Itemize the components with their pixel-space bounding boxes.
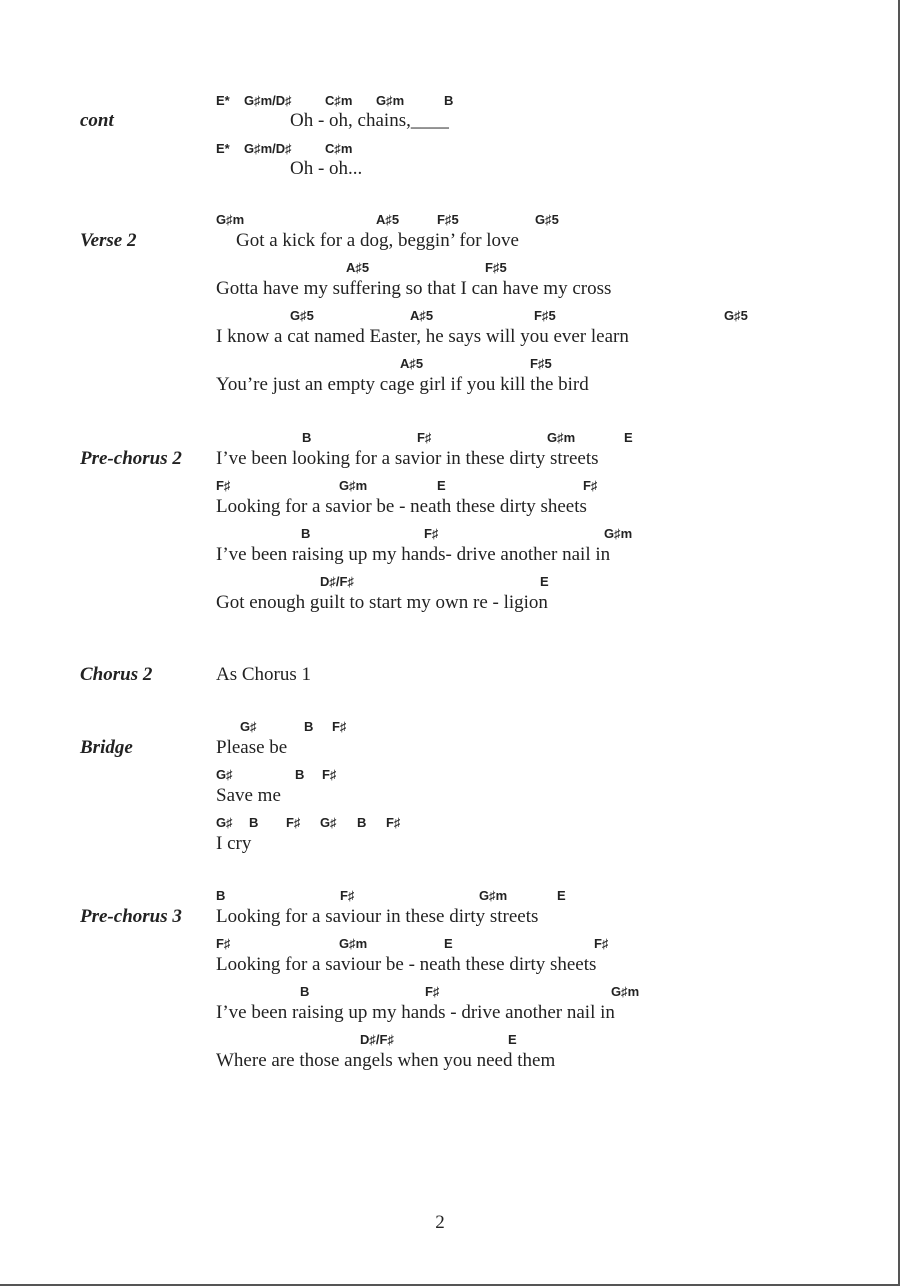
chord: G♯m bbox=[216, 212, 245, 227]
section-label-cont: cont bbox=[80, 110, 114, 131]
chord: F♯5 bbox=[485, 260, 507, 275]
chord: G♯m bbox=[479, 888, 508, 903]
chord: F♯ bbox=[286, 815, 301, 830]
chord: F♯ bbox=[583, 478, 598, 493]
chord: G♯m bbox=[611, 984, 640, 999]
chord: E* bbox=[216, 93, 230, 108]
chord: B bbox=[302, 430, 312, 445]
chord: F♯5 bbox=[437, 212, 459, 227]
chord: C♯m bbox=[325, 93, 353, 108]
lyric-line: Looking for a saviour in these dirty streets bbox=[216, 906, 539, 927]
chord: E* bbox=[216, 141, 230, 156]
chord: B bbox=[301, 526, 311, 541]
chord: B bbox=[295, 767, 305, 782]
chord: F♯5 bbox=[530, 356, 552, 371]
lyric-line: Where are those angels when you need them bbox=[216, 1050, 556, 1071]
chord: G♯5 bbox=[535, 212, 559, 227]
chord: G♯m bbox=[339, 936, 368, 951]
chord: B bbox=[249, 815, 259, 830]
chord: F♯ bbox=[386, 815, 401, 830]
chord: A♯5 bbox=[410, 308, 434, 323]
lyric-line: You’re just an empty cage girl if you kill the bird bbox=[216, 374, 589, 395]
section-label-bridge: Bridge bbox=[80, 737, 133, 758]
lyric-line: Oh - oh... bbox=[290, 158, 363, 179]
chord: E bbox=[624, 430, 633, 445]
lyric-line: Looking for a savior be - neath these dirty sheets bbox=[216, 496, 587, 517]
lyric-line: I cry bbox=[216, 833, 252, 854]
chord: F♯ bbox=[340, 888, 355, 903]
chord: G♯m/D♯ bbox=[244, 141, 292, 156]
lyric-line: I’ve been raising up my hands - drive another nail in bbox=[216, 1002, 615, 1023]
section-label-pre-chorus-3: Pre-chorus 3 bbox=[80, 906, 182, 927]
section-label-verse-2: Verse 2 bbox=[80, 230, 137, 251]
lyric-line: Looking for a saviour be - neath these dirty sheets bbox=[216, 954, 597, 975]
lyric-line: Gotta have my suffering so that I can have my cross bbox=[216, 278, 612, 299]
chord: B bbox=[300, 984, 310, 999]
chord: G♯m bbox=[376, 93, 405, 108]
chord: G♯m bbox=[604, 526, 633, 541]
section-label-chorus-2: Chorus 2 bbox=[80, 664, 153, 685]
chord: F♯5 bbox=[534, 308, 556, 323]
chord: B bbox=[357, 815, 367, 830]
chord: G♯m bbox=[547, 430, 576, 445]
chord: C♯m bbox=[325, 141, 353, 156]
chord: B bbox=[304, 719, 314, 734]
page-number: 2 bbox=[435, 1212, 445, 1233]
chord: G♯5 bbox=[724, 308, 748, 323]
chord: D♯/F♯ bbox=[360, 1032, 394, 1047]
chord: F♯ bbox=[417, 430, 432, 445]
chord: B bbox=[444, 93, 454, 108]
chord: D♯/F♯ bbox=[320, 574, 354, 589]
chord: E bbox=[540, 574, 549, 589]
chord: E bbox=[508, 1032, 517, 1047]
chord: A♯5 bbox=[376, 212, 400, 227]
chord: E bbox=[557, 888, 566, 903]
chord: G♯m bbox=[339, 478, 368, 493]
lyric-line: Please be bbox=[216, 737, 288, 758]
lyric-line: I’ve been looking for a savior in these dirty streets bbox=[216, 448, 599, 469]
chord: F♯ bbox=[332, 719, 347, 734]
chord: G♯ bbox=[320, 815, 337, 830]
lyric-line: I know a cat named Easter, he says will you ever learn bbox=[216, 326, 629, 347]
chord: E bbox=[444, 936, 453, 951]
chorus-reference: As Chorus 1 bbox=[216, 664, 312, 685]
chord: F♯ bbox=[424, 526, 439, 541]
chord: A♯5 bbox=[346, 260, 370, 275]
chord: G♯m/D♯ bbox=[244, 93, 292, 108]
lyric-line: Got enough guilt to start my own re - ligion bbox=[216, 592, 548, 613]
chord: G♯ bbox=[216, 815, 233, 830]
chord: F♯ bbox=[594, 936, 609, 951]
chord: E bbox=[437, 478, 446, 493]
chord: F♯ bbox=[425, 984, 440, 999]
lyric-line: Oh - oh, chains,____ bbox=[290, 110, 449, 131]
lyric-line: I’ve been raising up my hands- drive another nail in bbox=[216, 544, 611, 565]
chord: G♯5 bbox=[290, 308, 314, 323]
section-label-pre-chorus-2: Pre-chorus 2 bbox=[80, 448, 182, 469]
chord: G♯ bbox=[216, 767, 233, 782]
chord: F♯ bbox=[216, 478, 231, 493]
chord: A♯5 bbox=[400, 356, 424, 371]
chord: F♯ bbox=[322, 767, 337, 782]
lyric-line: Save me bbox=[216, 785, 281, 806]
lyric-line: Got a kick for a dog, beggin’ for love bbox=[236, 230, 519, 251]
chord: B bbox=[216, 888, 226, 903]
chord: G♯ bbox=[240, 719, 257, 734]
chord: F♯ bbox=[216, 936, 231, 951]
